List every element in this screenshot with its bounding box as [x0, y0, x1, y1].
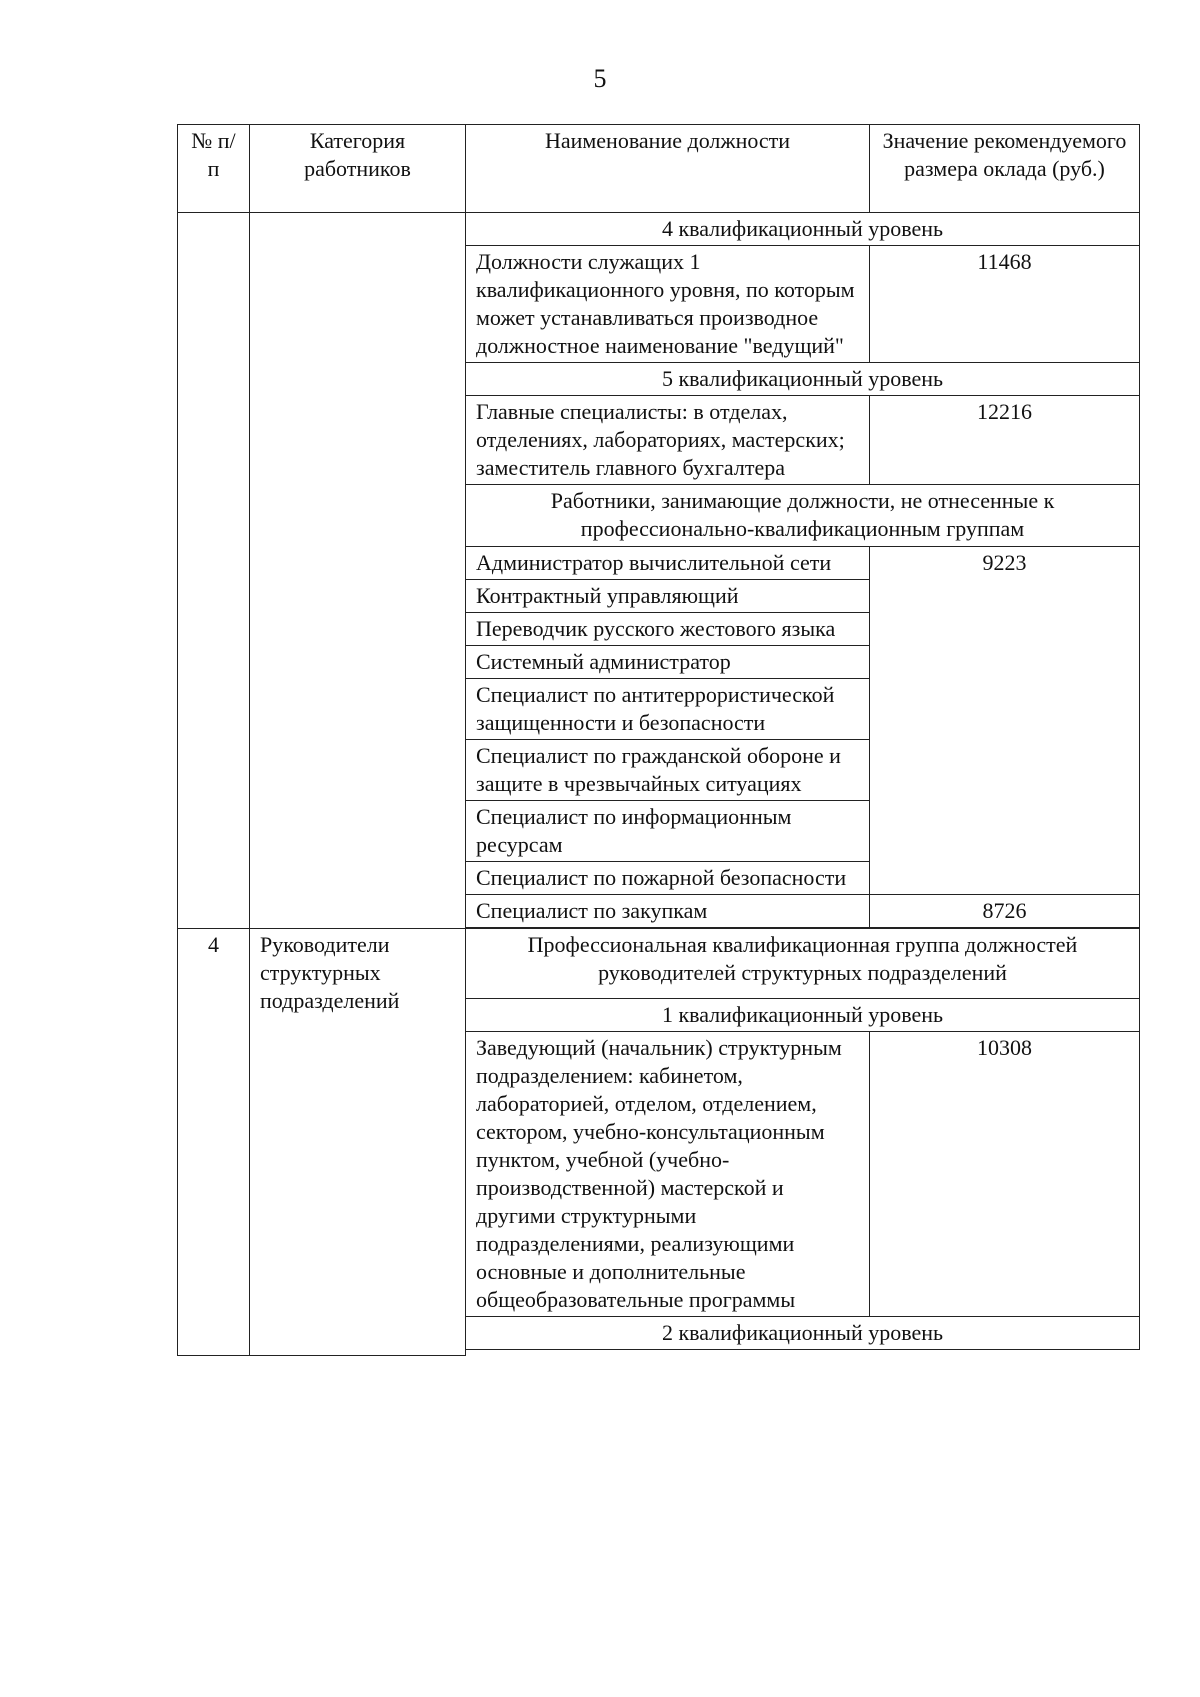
level4-title: 4 квалификационный уровень	[466, 213, 1140, 246]
category-cell-continued	[250, 213, 466, 929]
num-cell-continued	[178, 213, 250, 929]
level4-salary: 11468	[870, 246, 1140, 363]
other-position: Системный администратор	[466, 646, 870, 679]
header-salary: Значение рекомендуемого размера оклада (руб.)	[870, 125, 1140, 213]
header-position: Наименование должности	[466, 125, 870, 213]
procurement-salary: 8726	[870, 895, 1140, 928]
row4-bottom-cell	[466, 1350, 1140, 1356]
row4-level1-position: Заведующий (начальник) структурным подразделением: кабинетом, лабораторией, отделом, отделением, сектором, учебно-консультационным пунктом, учебной (учебно-производственной) мастерской и другими структурными подразделениями, реализующими основные и дополнительные общеобразовательные программы	[466, 1032, 870, 1317]
other-position: Специалист по гражданской обороне и защите в чрезвычайных ситуациях	[466, 740, 870, 801]
level5-salary: 12216	[870, 396, 1140, 485]
other-salary: 9223	[870, 547, 1140, 895]
row4-level1-title: 1 квалификационный уровень	[466, 999, 1140, 1032]
procurement-position: Специалист по закупкам	[466, 895, 870, 928]
table-header-row	[178, 125, 1140, 213]
salary-table	[177, 124, 1140, 1356]
other-position: Контрактный управляющий	[466, 580, 870, 613]
level4-position: Должности служащих 1 квалификационного уровня, по которым может устанавливаться производное должностное наименование "ведущий"	[466, 246, 870, 363]
other-position: Специалист по пожарной безопасности	[466, 862, 870, 895]
other-position: Администратор вычислительной сети	[466, 547, 870, 580]
other-title: Работники, занимающие должности, не отнесенные к профессионально-квалификационным группам	[466, 485, 1140, 547]
other-position: Специалист по информационным ресурсам	[466, 801, 870, 862]
other-position: Переводчик русского жестового языка	[466, 613, 870, 646]
other-position: Специалист по антитеррористической защищенности и безопасности	[466, 679, 870, 740]
row4-group-title: Профессиональная квалификационная группа должностей руководителей структурных подразделений	[466, 929, 1140, 999]
header-category: Категория работников	[250, 125, 466, 213]
row4-level1-salary: 10308	[870, 1032, 1140, 1317]
page-number: 5	[593, 64, 607, 93]
level5-position: Главные специалисты: в отделах, отделениях, лабораториях, мастерских; заместитель главного бухгалтера	[466, 396, 870, 485]
level5-title: 5 квалификационный уровень	[466, 363, 1140, 396]
level4-title-row	[178, 213, 1140, 246]
row4-level2-title: 2 квалификационный уровень	[466, 1317, 1140, 1350]
row4-group-row	[178, 929, 1140, 999]
row4-num: 4	[178, 929, 250, 1356]
header-num: № п/п	[178, 125, 250, 213]
row4-category: Руководители структурных подразделений	[250, 929, 466, 1356]
